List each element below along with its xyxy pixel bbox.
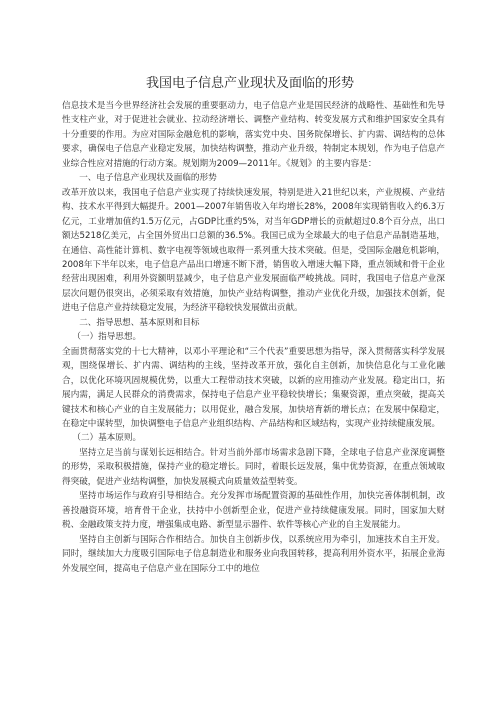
section-heading-1: 一、电子信息产业现状及面临的形势: [79, 173, 217, 184]
subheading-guiding-ideology: （一）指导思想。: [72, 332, 142, 343]
subheading-basic-principles: （二）基本原则。: [72, 433, 142, 444]
paragraph-status: 改革开放以来，我国电子信息产业实现了持续快速发展，特别是进入21世纪以来，产业规模、产业结构、技术水平得到大幅提升。2001—2007年销售收入年均增长28%，2008年实现销售收入约6.3万亿元，工业增加值约1.5万亿元，占GDP比重约5%，对当年GDP增长的贡献超过0.8个百分点，出口额达5218亿美元，占全国外贸出口总额的36.5%。我国已成为全球最大的电子信息产品制造基地，在通信、高性能计算机、数字电视等领域也取得一系列重大技术突破。但是，受国际金融危机影响，2008年下半年以来，电子信息产品出口增速不断下滑，销售收入增速大幅下降，重点领域和骨干企业经营出现困难，利用外资额明显减少，电子信息产业发展面临严峻挑战。同时，我国电子信息产业深层次问题仍很突出，必须采取有效措施，加快产业结构调整，推动产业优化升级，加强技术创新，促进电子信息产业持续稳定发展，为经济平稳较快发展做出贡献。: [62, 187, 445, 314]
paragraph-principle-1: 坚持立足当前与谋划长远相结合。针对当前外部市场需求急剧下降，全球电子信息产业深度调整的形势，采取积极措施，保持产业的稳定增长。同时，着眼长远发展，集中优势资源，在重点领域取得突破，促进产业结构调整，加快发展模式向质量效益型转变。: [62, 447, 445, 487]
paragraph-principle-2: 坚持市场运作与政府引导相结合。充分发挥市场配置资源的基础性作用，加快完善体制机制，改善投融资环境，培育骨干企业，扶持中小创新型企业，促进产业持续健康发展。同时，国家加大财税、金融政策支持力度，增强集成电路、新型显示器件、软件等核心产业的自主发展能力。: [62, 491, 445, 531]
document-body: [62, 99, 445, 576]
paragraph-guiding-ideology: 全面贯彻落实党的十七大精神，以邓小平理论和“三个代表”重要思想为指导，深入贯彻落实科学发展观，围绕保增长、扩内需、调结构的主线，坚持改革开放，强化自主创新，加快信息化与工业化融合，以优化环境巩固规模优势，以重大工程带动技术突破，以新的应用推动产业发展。稳定出口，拓展内需，满足人民群众的消费需求，保持电子信息产业平稳较快增长；集聚资源，重点突破，提高关键技术和核心产业的自主发展能力；以用促业，融合发展，加快培育新的增长点；在发展中保稳定，在稳定中谋转型，加快调整电子信息产业组织结构、产品结构和区域结构，实现产业持续健康发展。: [62, 346, 445, 429]
paragraph-principle-3: 坚持自主创新与国际合作相结合。加快自主创新步伐，以系统应用为牵引，加速技术自主开发。同时，继续加大力度吸引国际电子信息制造业和服务业向我国转移，提高利用外资水平，拓展企业海外发展空间，提高电子信息产业在国际分工中的地位: [62, 534, 445, 574]
document-title: 我国电子信息产业现状及面临的形势: [145, 76, 354, 91]
section-heading-2: 二、指导思想、基本原则和目标: [79, 317, 200, 328]
paragraph-intro: 信息技术是当今世界经济社会发展的重要驱动力，电子信息产业是国民经济的战略性、基础性和先导性支柱产业，对于促进社会就业、拉动经济增长、调整产业结构、转变发展方式和维护国家安全具有十分重要的作用。为应对国际金融危机的影响，落实党中央、国务院保增长、扩内需、调结构的总体要求，确保电子信息产业稳定发展，加快结构调整，推动产业升级，特制定本规划，作为电子信息产业综合性应对措施的行动方案。规划期为2009—2011年。《规划》的主要内容是：: [62, 101, 445, 169]
